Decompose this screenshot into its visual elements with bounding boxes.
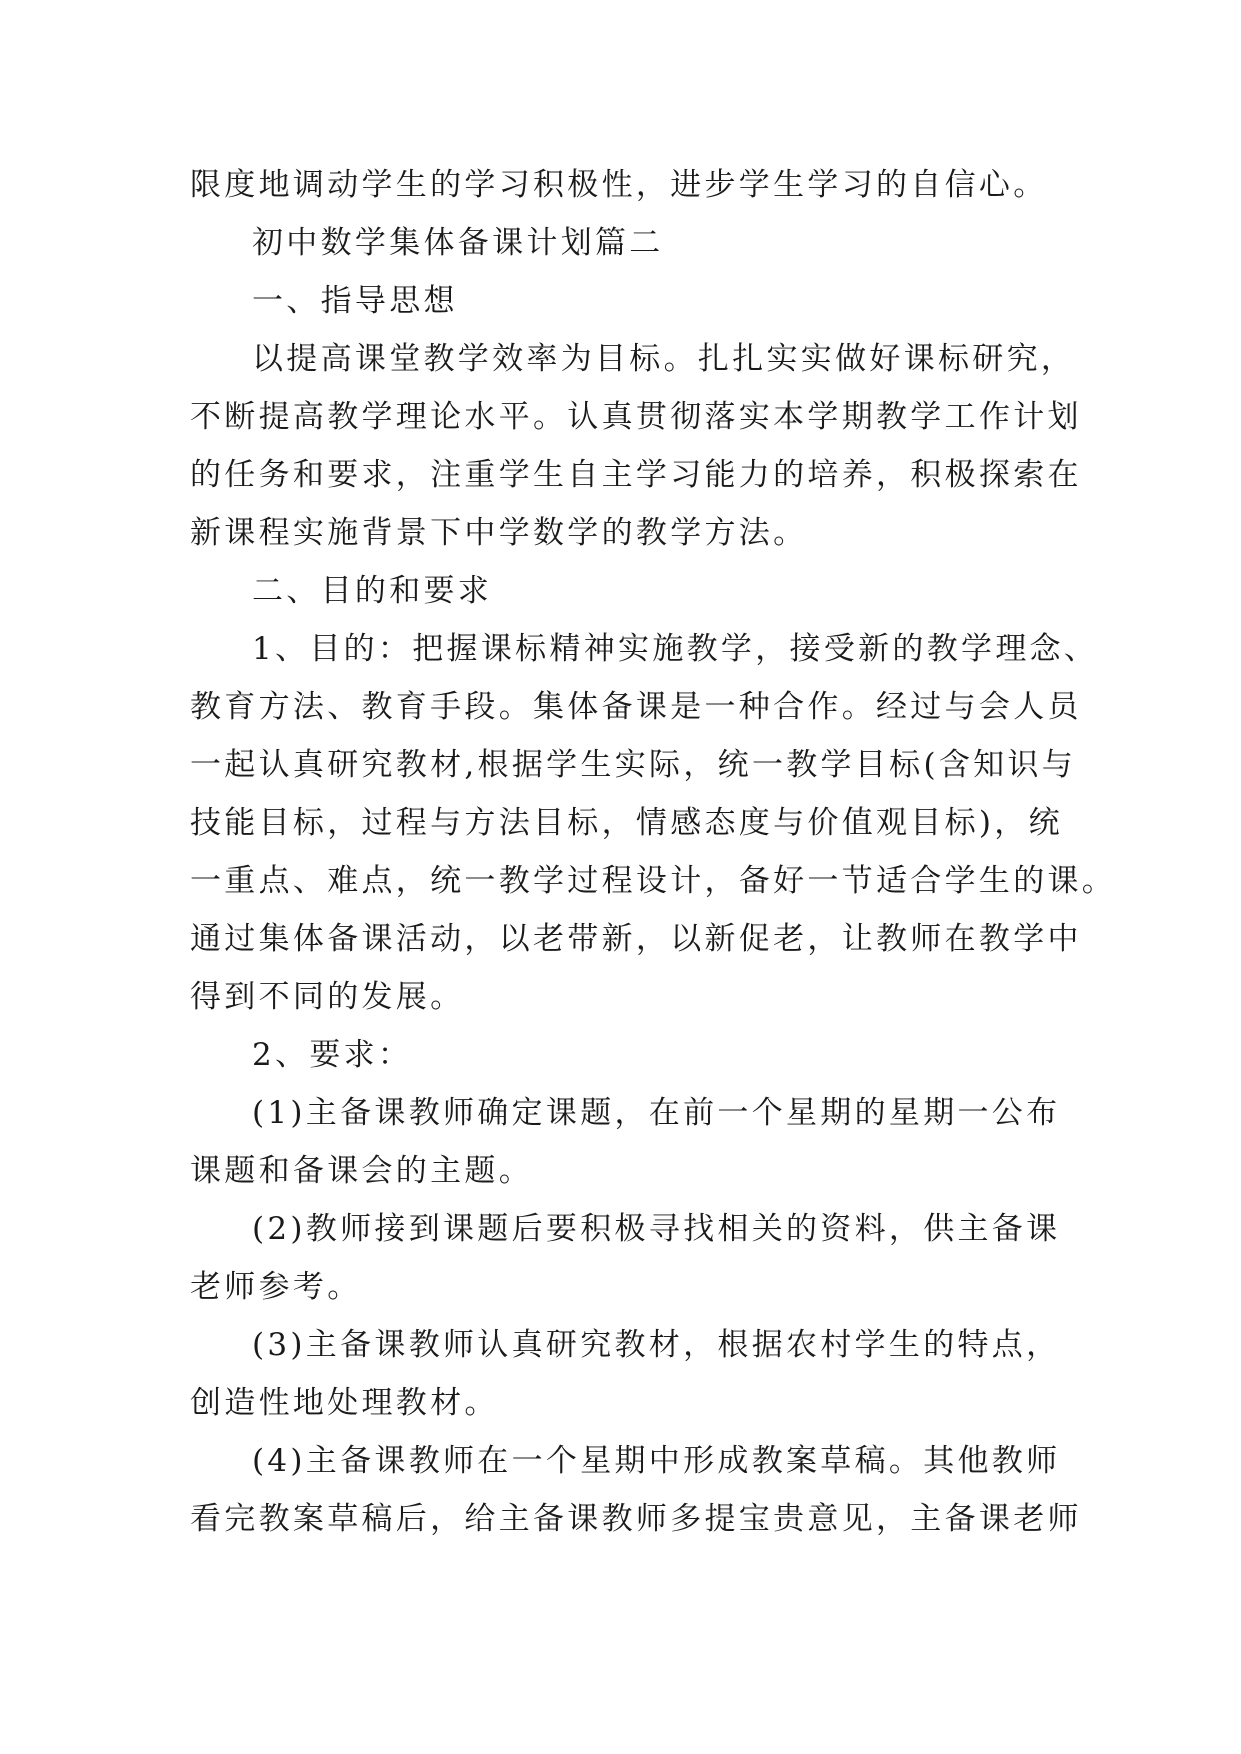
subheading-requirements: 2、要求：: [252, 1037, 413, 1073]
text-line: 限度地调动学生的学习积极性，进步学生学习的自信心。: [190, 167, 1048, 203]
text-line: 技能目标，过程与方法目标，情感态度与价值观目标)，统: [190, 805, 1063, 841]
text-line: 课题和备课会的主题。: [190, 1153, 533, 1189]
section-title: 初中数学集体备课计划篇二: [252, 225, 664, 261]
text-line: 老师参考。: [190, 1269, 362, 1305]
heading-purpose-requirements: 二、目的和要求: [252, 573, 493, 609]
text-line: 的任务和要求，注重学生自主学习能力的培养，积极探索在: [190, 457, 1082, 493]
text-line: 新课程实施背景下中学数学的教学方法。: [190, 515, 808, 551]
list-item: (4)主备课教师在一个星期中形成教案草稿。其他教师: [252, 1443, 1061, 1479]
text-line: 一起认真研究教材,根据学生实际，统一教学目标(含知识与: [190, 747, 1077, 783]
text-line: 教育方法、教育手段。集体备课是一种合作。经过与会人员: [190, 689, 1082, 725]
document-body: [190, 156, 1117, 1548]
text-line: 创造性地处理教材。: [190, 1385, 499, 1421]
list-item: (1)主备课教师确定课题，在前一个星期的星期一公布: [252, 1095, 1061, 1131]
text-line: 得到不同的发展。: [190, 979, 465, 1015]
heading-guiding-thought: 一、指导思想: [252, 283, 458, 319]
list-item: (3)主备课教师认真研究教材，根据农村学生的特点，: [252, 1327, 1061, 1363]
text-line: 看完教案草稿后，给主备课教师多提宝贵意见，主备课老师: [190, 1501, 1082, 1537]
text-line: 一重点、难点，统一教学过程设计，备好一节适合学生的课。: [190, 863, 1117, 899]
text-line: 不断提高教学理论水平。认真贯彻落实本学期教学工作计划: [190, 399, 1082, 435]
list-item: (2)教师接到课题后要积极寻找相关的资料，供主备课: [252, 1211, 1061, 1247]
text-line: 1、目的：把握课标精神实施教学，接受新的教学理念、: [252, 631, 1099, 667]
text-line: 通过集体备课活动，以老带新，以新促老，让教师在教学中: [190, 921, 1082, 957]
text-line: 以提高课堂教学效率为目标。扎扎实实做好课标研究，: [252, 341, 1076, 377]
